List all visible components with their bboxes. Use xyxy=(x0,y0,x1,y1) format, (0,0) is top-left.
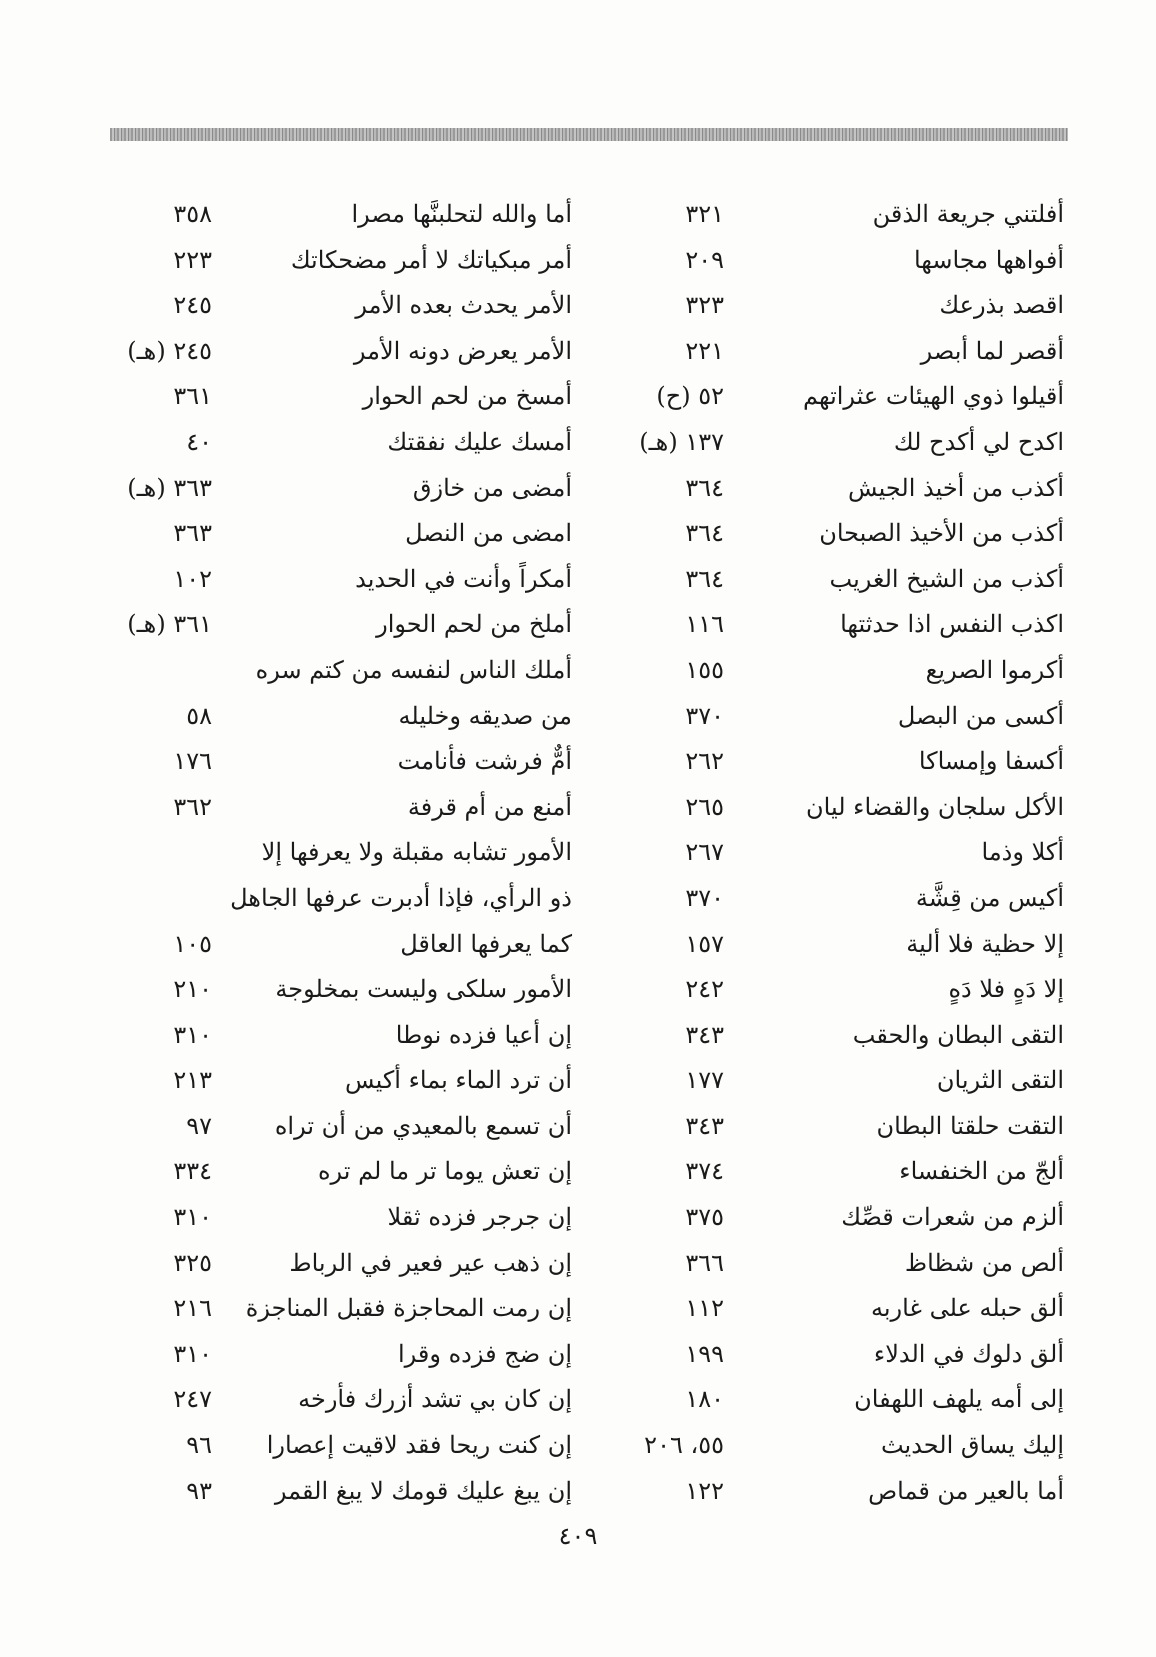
entry-phrase: إلا دَهٍ فلا دَهٍ xyxy=(948,975,1064,1004)
entry-phrase: التقى البطان والحقب xyxy=(852,1020,1064,1049)
entry-page-ref: ٢٦٥ xyxy=(685,792,724,821)
entry-phrase: أملك الناس لنفسه من كتم سره xyxy=(255,655,572,684)
entry-page-ref: ٢١٣ xyxy=(173,1066,212,1095)
index-entry xyxy=(594,694,1064,740)
entry-phrase: إن جرجر فزده ثقلا xyxy=(387,1203,572,1232)
entry-page-ref: ٢٤٥ xyxy=(173,291,212,320)
entry-page-ref: ٥٥، ٢٠٦ xyxy=(644,1431,724,1460)
entry-phrase: إلا حظية فلا ألية xyxy=(906,929,1064,958)
entry-page-ref: ٣٤٣ xyxy=(685,1020,724,1049)
entry-phrase: كما يعرفها العاقل xyxy=(400,929,572,958)
index-entry xyxy=(594,1058,1064,1104)
entry-phrase: أمٌّ فرشت فأنامت xyxy=(397,747,572,776)
index-entry xyxy=(594,1332,1064,1378)
index-entry xyxy=(92,1013,572,1059)
index-entry xyxy=(594,876,1064,922)
entry-page-ref: ١٢٢ xyxy=(685,1476,724,1505)
entry-phrase: ألق دلوك في الدلاء xyxy=(873,1339,1064,1368)
index-entry xyxy=(92,739,572,785)
entry-phrase: أفواهها مجاسها xyxy=(913,245,1064,274)
entry-phrase: اكدح لي أكدح لك xyxy=(893,427,1064,456)
entry-page-ref: ٣١٠ xyxy=(173,1339,212,1368)
index-entry xyxy=(92,1104,572,1150)
entry-phrase: إن ضج فزده وقرا xyxy=(398,1339,572,1368)
index-entry xyxy=(92,1149,572,1195)
entry-phrase: أكذب من أخيذ الجيش xyxy=(848,473,1064,502)
entry-page-ref: ٩٦ xyxy=(186,1431,212,1460)
entry-page-ref: ٥٨ xyxy=(186,701,212,730)
entry-phrase: الأمر يعرض دونه الأمر xyxy=(353,336,572,365)
index-column-left xyxy=(92,192,572,1514)
entry-phrase: أكذب من الشيخ الغريب xyxy=(829,564,1064,593)
entry-page-ref: ٣٦١ xyxy=(173,382,212,411)
entry-page-ref: ١٧٧ xyxy=(685,1066,724,1095)
entry-phrase: إن ذهب عير فعير في الرباط xyxy=(289,1248,572,1277)
index-entry xyxy=(92,830,572,876)
entry-page-ref: ٣٢٥ xyxy=(173,1248,212,1277)
entry-page-ref: ٢١٠ xyxy=(173,975,212,1004)
entry-page-ref: ٣١٠ xyxy=(173,1020,212,1049)
entry-phrase: أقصر لما أبصر xyxy=(920,336,1064,365)
entry-phrase: أمضى من خازق xyxy=(412,473,572,502)
entry-phrase: اقصد بذرعك xyxy=(939,291,1064,320)
index-entry xyxy=(594,1423,1064,1469)
index-entry xyxy=(594,374,1064,420)
entry-page-ref: ٤٠ xyxy=(186,427,212,456)
index-entry xyxy=(92,1423,572,1469)
entry-phrase: أن تسمع بالمعيدي من أن تراه xyxy=(274,1111,572,1140)
index-entry xyxy=(92,967,572,1013)
entry-phrase: إليك يساق الحديث xyxy=(880,1431,1064,1460)
entry-page-ref: ١٧٦ xyxy=(173,747,212,776)
entry-page-ref: ٣٢١ xyxy=(685,200,724,228)
index-entry xyxy=(92,694,572,740)
entry-phrase: ألص من شظاظ xyxy=(904,1248,1064,1277)
entry-page-ref: ٣٣٤ xyxy=(173,1157,212,1186)
entry-page-ref: ١٨٠ xyxy=(685,1385,724,1414)
header-rule xyxy=(110,128,1068,141)
entry-phrase: أكلا وذما xyxy=(981,838,1064,867)
entry-phrase: ألق حبله على غاربه xyxy=(870,1294,1064,1323)
entry-page-ref: ١٥٥ xyxy=(685,655,724,684)
index-entry xyxy=(594,648,1064,694)
index-entry xyxy=(92,648,572,694)
entry-page-ref: ٣٦٢ xyxy=(173,792,212,821)
entry-page-ref: ٣٦٦ xyxy=(685,1248,724,1277)
index-column-right xyxy=(594,192,1064,1514)
entry-phrase: ذو الرأي، فإذا أدبرت عرفها الجاهل xyxy=(230,883,572,912)
index-entry xyxy=(92,1377,572,1423)
index-entry xyxy=(594,1013,1064,1059)
entry-page-ref: ٣٢٣ xyxy=(685,291,724,320)
index-entry xyxy=(594,238,1064,284)
entry-phrase: أمنع من أم قرفة xyxy=(407,792,572,821)
entry-phrase: أما والله لتحلبنَّها مصرا xyxy=(351,200,572,228)
entry-phrase: أمسخ من لحم الحوار xyxy=(362,382,572,411)
entry-phrase: أكذب من الأخيذ الصبحان xyxy=(819,519,1064,548)
index-entry xyxy=(594,1195,1064,1241)
entry-page-ref: ٢١٦ xyxy=(173,1294,212,1323)
index-entry xyxy=(594,830,1064,876)
entry-phrase: التقت حلقتا البطان xyxy=(876,1111,1064,1140)
entry-phrase: الأمور سلكى وليست بمخلوجة xyxy=(275,975,572,1004)
index-entry xyxy=(92,238,572,284)
entry-page-ref: ٥٢ (ح) xyxy=(656,382,724,411)
entry-phrase: التقى الثريان xyxy=(936,1066,1064,1095)
index-entry xyxy=(92,374,572,420)
index-entry xyxy=(594,1149,1064,1195)
index-entry xyxy=(594,739,1064,785)
entry-phrase: أكسى من البصل xyxy=(897,701,1064,730)
entry-page-ref: ٢٤٧ xyxy=(173,1385,212,1414)
index-entry xyxy=(594,1469,1064,1515)
entry-phrase: ألزم من شعرات قصِّك xyxy=(841,1203,1064,1232)
entry-page-ref: ٢٢١ xyxy=(685,336,724,365)
entry-page-ref: ١١٦ xyxy=(685,610,724,639)
entry-phrase: إلى أمه يلهف اللهفان xyxy=(854,1385,1064,1414)
entry-phrase: إن كنت ريحا فقد لاقيت إعصارا xyxy=(266,1431,572,1460)
index-entry xyxy=(92,420,572,466)
index-entry xyxy=(92,329,572,375)
index-entry xyxy=(92,192,572,238)
entry-page-ref: ٢٠٩ xyxy=(685,245,724,274)
index-entry xyxy=(594,1241,1064,1287)
entry-page-ref: ٣٦٤ xyxy=(685,473,724,502)
index-entry xyxy=(92,602,572,648)
entry-page-ref: ٢٢٣ xyxy=(173,245,212,274)
entry-phrase: أما بالعير من قماص xyxy=(868,1476,1064,1505)
index-entry xyxy=(594,557,1064,603)
entry-page-ref: ٣٥٨ xyxy=(173,200,212,228)
index-entry xyxy=(92,876,572,922)
page-number: ٤٠٩ xyxy=(558,1522,598,1550)
entry-page-ref: ٩٣ xyxy=(186,1476,212,1505)
entry-phrase: أقيلوا ذوي الهيئات عثراتهم xyxy=(803,382,1064,411)
entry-page-ref: ٣٧٥ xyxy=(685,1203,724,1232)
entry-phrase: الأكل سلجان والقضاء ليان xyxy=(806,792,1064,821)
entry-phrase: أكرموا الصريع xyxy=(925,655,1064,684)
index-entry xyxy=(92,1469,572,1515)
entry-phrase: أن ترد الماء بماء أكيس xyxy=(345,1066,572,1095)
entry-page-ref: ٣١٠ xyxy=(173,1203,212,1232)
index-entry xyxy=(594,329,1064,375)
index-entry xyxy=(594,602,1064,648)
index-entry xyxy=(594,283,1064,329)
entry-phrase: أملخ من لحم الحوار xyxy=(376,610,572,639)
entry-page-ref: ٢٤٢ xyxy=(685,975,724,1004)
index-entry xyxy=(594,1104,1064,1150)
index-entry xyxy=(594,466,1064,512)
index-entry xyxy=(594,967,1064,1013)
index-entry xyxy=(92,785,572,831)
index-entry xyxy=(92,1058,572,1104)
entry-page-ref: ١٩٩ xyxy=(685,1339,724,1368)
entry-phrase: إن رمت المحاجزة فقبل المناجزة xyxy=(245,1294,572,1323)
entry-phrase: إن أعيا فزده نوطا xyxy=(395,1020,572,1049)
index-entry xyxy=(92,283,572,329)
entry-page-ref: ٣٦٣ (هـ) xyxy=(127,473,212,502)
entry-page-ref: ٣٧٤ xyxy=(685,1157,724,1186)
entry-page-ref: ٣٧٠ xyxy=(685,701,724,730)
entry-page-ref: ٣٤٣ xyxy=(685,1111,724,1140)
entry-page-ref: ٢٤٥ (هـ) xyxy=(127,336,212,365)
entry-page-ref: ٣٦٤ xyxy=(685,519,724,548)
entry-page-ref: ٩٧ xyxy=(186,1111,212,1140)
entry-phrase: أكيس من قِشَّة xyxy=(915,883,1064,912)
entry-phrase: أمر مبكياتك لا أمر مضحكاتك xyxy=(290,245,572,274)
entry-phrase: اكذب النفس اذا حدثتها xyxy=(840,610,1064,639)
index-entry xyxy=(594,785,1064,831)
index-entry xyxy=(92,922,572,968)
index-entry xyxy=(594,1286,1064,1332)
entry-phrase: أمسك عليك نفقتك xyxy=(387,427,572,456)
entry-page-ref: ١١٢ xyxy=(685,1294,724,1323)
entry-phrase: الأمر يحدث بعده الأمر xyxy=(355,291,572,320)
index-entry xyxy=(594,420,1064,466)
index-entry xyxy=(594,192,1064,238)
entry-phrase: إن كان بي تشد أزرك فأرخه xyxy=(298,1385,572,1414)
entry-phrase: الأمور تشابه مقبلة ولا يعرفها إلا xyxy=(261,838,572,867)
entry-page-ref: ٢٦٧ xyxy=(685,838,724,867)
entry-phrase: ألجّ من الخنفساء xyxy=(899,1157,1064,1186)
index-entry xyxy=(92,1286,572,1332)
index-entry xyxy=(594,511,1064,557)
index-entry xyxy=(92,1241,572,1287)
entry-phrase: امضى من النصل xyxy=(405,519,572,548)
index-entry xyxy=(92,466,572,512)
entry-page-ref: ١٥٧ xyxy=(685,929,724,958)
entry-page-ref: ٣٦٣ xyxy=(173,519,212,548)
entry-page-ref: ٣٦٤ xyxy=(685,564,724,593)
entry-phrase: أكسفا وإمساكا xyxy=(918,747,1064,776)
entry-page-ref: ٢٦٢ xyxy=(685,747,724,776)
entry-phrase: إن تعش يوما تر ما لم تره xyxy=(317,1157,572,1186)
index-entry xyxy=(594,1377,1064,1423)
entry-page-ref: ١٠٥ xyxy=(173,929,212,958)
entry-page-ref: ٣٦١ (هـ) xyxy=(127,610,212,639)
entry-page-ref: ١٣٧ (هـ) xyxy=(639,427,724,456)
entry-phrase: أفلتني جريعة الذقن xyxy=(872,200,1064,228)
index-entry xyxy=(92,1195,572,1241)
entry-phrase: إن يبغ عليك قومك لا يبغ القمر xyxy=(274,1476,572,1505)
entry-phrase: أمكراً وأنت في الحديد xyxy=(355,564,572,593)
index-entry xyxy=(92,557,572,603)
entry-page-ref: ١٠٢ xyxy=(173,564,212,593)
entry-phrase: من صديقه وخليله xyxy=(398,701,572,730)
entry-page-ref: ٣٧٠ xyxy=(685,883,724,912)
index-entry xyxy=(92,511,572,557)
index-entry xyxy=(594,922,1064,968)
index-entry xyxy=(92,1332,572,1378)
